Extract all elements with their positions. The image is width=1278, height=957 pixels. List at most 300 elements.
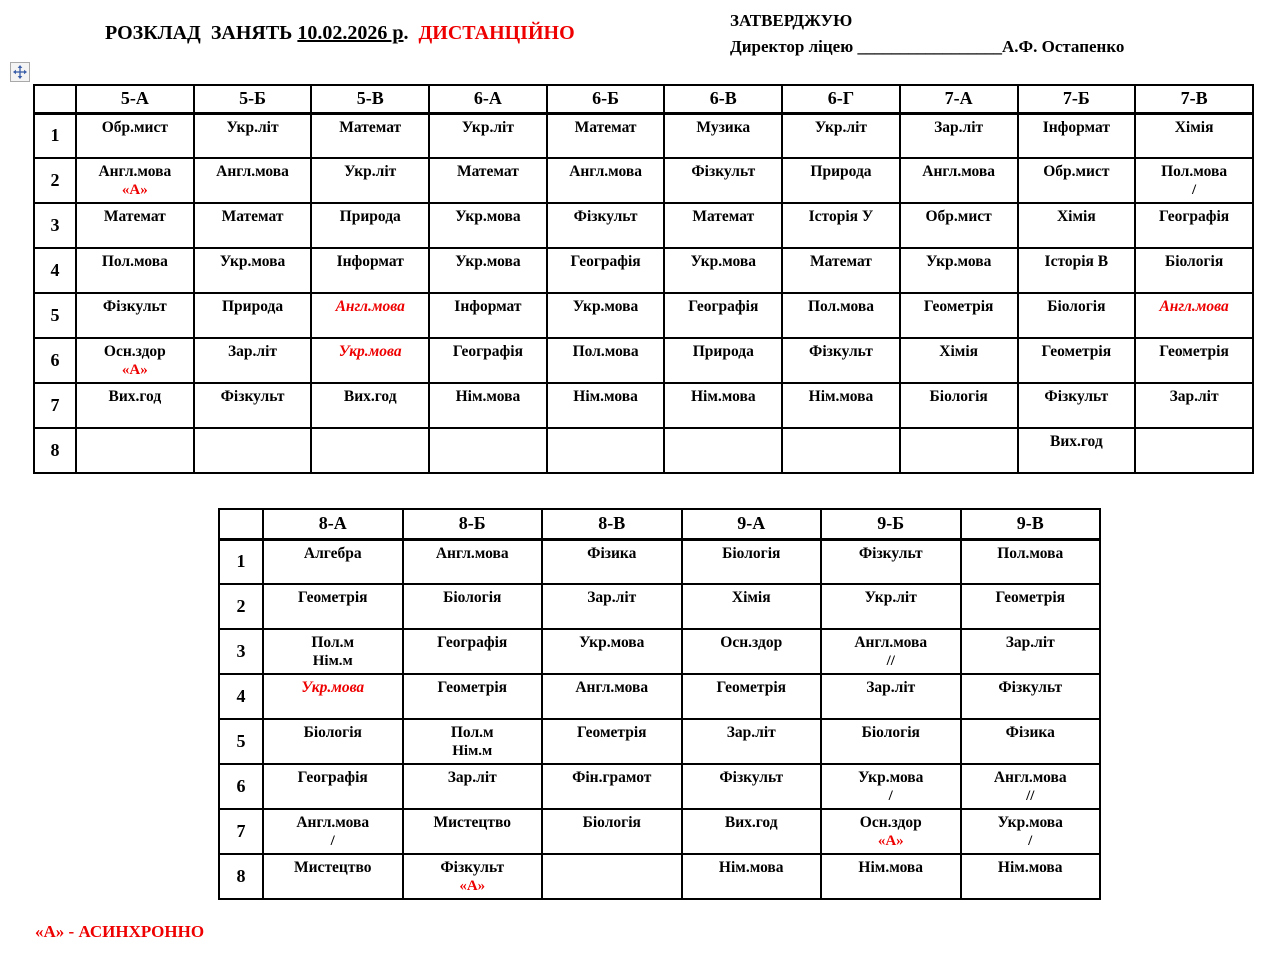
lesson-cell — [542, 719, 682, 764]
schedule-row — [219, 809, 1100, 854]
lesson-subject: Нім.мова — [718, 859, 784, 876]
lesson-cell — [821, 539, 961, 584]
signature-blank: _________________ — [857, 37, 1002, 56]
schedule-row — [34, 428, 1253, 473]
class-header: 6-Б — [547, 85, 665, 113]
lesson-cell — [542, 854, 682, 899]
period-number: 4 — [34, 248, 76, 293]
lesson-cell — [682, 764, 822, 809]
lesson-subject: Зар.літ — [587, 589, 637, 606]
class-header: 9-Б — [821, 509, 961, 539]
lesson-cell — [821, 764, 961, 809]
lesson-subject: Вих.год — [343, 388, 397, 405]
class-header: 7-В — [1135, 85, 1253, 113]
move-arrows-icon — [13, 65, 27, 79]
lesson-cell — [664, 113, 782, 158]
lesson-subject: Нім.мова — [997, 859, 1063, 876]
lesson-subject: Осн.здор — [859, 814, 922, 831]
lesson-subject: Укр.літ — [814, 118, 868, 136]
lesson-cell — [194, 203, 312, 248]
lesson-cell — [263, 584, 403, 629]
period-number: 2 — [219, 584, 263, 629]
lesson-subject: Географія — [452, 343, 523, 360]
lesson-cell — [311, 383, 429, 428]
lesson-cell — [900, 248, 1018, 293]
lesson-subject: Геометрія — [576, 724, 647, 741]
lesson-subject: Пол.м — [311, 634, 355, 651]
lesson-subject: Природа — [810, 163, 872, 180]
lesson-sub-line: Нім.м — [452, 743, 493, 759]
schedule-row — [34, 383, 1253, 428]
lesson-subject: Біологія — [1047, 298, 1106, 315]
lesson-cell — [900, 428, 1018, 473]
lesson-cell — [403, 584, 543, 629]
lesson-subject: Математ — [221, 208, 284, 225]
lesson-sub-line: / — [1192, 182, 1197, 198]
period-number: 6 — [219, 764, 263, 809]
lesson-subject: Вих.год — [724, 814, 778, 831]
lesson-cell — [682, 539, 822, 584]
lesson-cell — [664, 203, 782, 248]
lesson-subject: Англ.мова — [216, 163, 289, 180]
lesson-cell — [961, 809, 1101, 854]
class-header: 9-А — [682, 509, 822, 539]
lesson-cell — [542, 809, 682, 854]
lesson-subject: Біологія — [722, 544, 781, 562]
lesson-cell — [311, 113, 429, 158]
lesson-subject: Зар.літ — [1005, 634, 1055, 651]
schedule-row — [34, 158, 1253, 203]
lesson-subject: Обр.мист — [101, 118, 168, 136]
lesson-subject — [550, 430, 662, 432]
lesson-cell — [403, 764, 543, 809]
class-header: 5-Б — [194, 85, 312, 113]
lesson-cell — [429, 113, 547, 158]
title-date-period: . — [403, 22, 409, 44]
lesson-cell — [961, 854, 1101, 899]
lesson-subject — [79, 430, 191, 432]
lesson-cell — [821, 674, 961, 719]
lesson-subject: Укр.мова — [997, 814, 1063, 831]
schedule-table-grades-5-7 — [33, 84, 1254, 474]
lesson-cell — [961, 539, 1101, 584]
lesson-cell — [782, 338, 900, 383]
lesson-subject: Англ.мова — [296, 814, 370, 831]
asynchronous-marker: «А» — [121, 182, 148, 198]
lesson-cell — [782, 248, 900, 293]
lesson-cell — [1135, 248, 1253, 293]
lesson-subject: Укр.мова — [455, 208, 521, 225]
lesson-cell — [961, 629, 1101, 674]
schedule-row — [34, 248, 1253, 293]
lesson-cell — [403, 674, 543, 719]
lesson-subject: Укр.мова — [219, 253, 286, 270]
lesson-cell — [821, 854, 961, 899]
lesson-subject: Нім.мова — [573, 388, 638, 405]
lesson-subject: Мистецтво — [294, 859, 372, 876]
lesson-sub-line: Нім.м — [312, 653, 353, 669]
lesson-cell — [1135, 383, 1253, 428]
lesson-subject: Нім.мова — [858, 859, 924, 876]
lesson-cell — [547, 338, 665, 383]
lesson-subject: Зар.літ — [726, 724, 776, 741]
lesson-subject: Природа — [339, 208, 401, 225]
lesson-subject: Історія У — [808, 208, 874, 225]
lesson-cell — [664, 338, 782, 383]
lesson-subject: Математ — [574, 118, 637, 136]
lesson-subject: Нім.мова — [690, 388, 756, 405]
lesson-cell — [429, 338, 547, 383]
period-number: 6 — [34, 338, 76, 383]
director-name: А.Ф. Остапенко — [1001, 37, 1125, 56]
lesson-subject: Зар.літ — [1169, 388, 1219, 405]
lesson-subject: Пол.м — [450, 724, 494, 741]
schedule-row — [219, 674, 1100, 719]
lesson-cell — [1018, 293, 1136, 338]
lesson-cell — [547, 383, 665, 428]
approval-director-line — [730, 34, 1124, 60]
lesson-subject: Нім.мова — [808, 388, 874, 405]
asynchronous-marker: «А» — [121, 362, 148, 378]
lesson-subject: Геометрія — [1159, 343, 1229, 360]
lesson-cell — [194, 338, 312, 383]
lesson-cell — [76, 383, 194, 428]
lesson-sub-line: // — [1026, 788, 1035, 804]
lesson-subject: Англ.мова — [922, 163, 996, 180]
lesson-subject: Хімія — [939, 343, 979, 360]
schedule-row — [219, 719, 1100, 764]
lesson-subject: Осн.здор — [720, 634, 783, 651]
period-number: 3 — [34, 203, 76, 248]
corner-cell — [34, 85, 76, 113]
lesson-subject: Вих.год — [108, 388, 162, 405]
lesson-subject: Укр.мова — [455, 253, 521, 270]
lesson-cell — [542, 764, 682, 809]
lesson-subject — [903, 430, 1015, 432]
lesson-subject: Укр.мова — [338, 343, 402, 360]
schedule-table-grades-8-9 — [218, 508, 1101, 900]
corner-cell — [219, 509, 263, 539]
schedule-row — [34, 338, 1253, 383]
lesson-cell — [900, 293, 1018, 338]
lesson-subject: Математ — [692, 208, 755, 225]
lesson-subject: Хімія — [1174, 118, 1214, 136]
lesson-subject: Мистецтво — [433, 814, 511, 831]
asynchronous-marker: «А» — [877, 833, 904, 849]
title-distance-mode: ДИСТАНЦІЙНО — [418, 22, 575, 44]
lesson-subject: Англ.мова — [575, 679, 649, 696]
lesson-subject: Вих.год — [1049, 433, 1103, 450]
lesson-subject: Фізкульт — [691, 163, 756, 180]
lesson-cell — [821, 719, 961, 764]
lesson-subject: Географія — [437, 634, 508, 651]
lesson-subject — [667, 430, 779, 432]
lesson-subject: Математ — [103, 208, 166, 225]
lesson-cell — [1018, 248, 1136, 293]
lesson-subject: Укр.літ — [461, 118, 514, 136]
lesson-cell — [664, 293, 782, 338]
lesson-cell — [1135, 428, 1253, 473]
lesson-subject: Історія В — [1044, 253, 1109, 270]
lesson-cell — [76, 293, 194, 338]
class-header: 9-В — [961, 509, 1101, 539]
title-schedule: РОЗКЛАД ЗАНЯТЬ — [105, 22, 293, 44]
lesson-subject: Зар.літ — [228, 343, 278, 360]
lesson-cell — [782, 113, 900, 158]
lesson-subject: Укр.літ — [864, 589, 917, 606]
lesson-subject: Англ.мова — [335, 298, 405, 315]
lesson-subject — [314, 430, 426, 432]
schedule-row — [34, 203, 1253, 248]
lesson-subject: Природа — [221, 298, 284, 315]
lesson-subject: Географія — [570, 253, 641, 270]
lesson-subject: Фізика — [587, 544, 637, 562]
lesson-subject: Англ.мова — [435, 544, 509, 562]
class-header: 8-В — [542, 509, 682, 539]
lesson-cell — [682, 719, 822, 764]
lesson-cell — [900, 383, 1018, 428]
lesson-cell — [1135, 338, 1253, 383]
period-number: 2 — [34, 158, 76, 203]
lesson-cell — [682, 854, 822, 899]
lesson-subject: Укр.літ — [344, 163, 397, 180]
lesson-cell — [311, 203, 429, 248]
lesson-cell — [1135, 203, 1253, 248]
lesson-subject: Пол.мова — [997, 544, 1064, 562]
lesson-cell — [1018, 428, 1136, 473]
lesson-subject: Зар.літ — [866, 679, 916, 696]
approval-role: Директор ліцею — [730, 37, 854, 56]
lesson-cell — [194, 248, 312, 293]
lesson-subject: Осн.здор — [103, 343, 166, 360]
lesson-subject: Фін.грамот — [572, 769, 652, 786]
schedule-row — [34, 293, 1253, 338]
lesson-cell — [961, 584, 1101, 629]
lesson-subject: Укр.мова — [579, 634, 645, 651]
lesson-subject: Фізика — [1005, 724, 1055, 741]
lesson-subject: Біологія — [1164, 253, 1224, 270]
lesson-cell — [1018, 158, 1136, 203]
title-date: 10.02.2026 р — [297, 22, 404, 44]
lesson-cell — [547, 203, 665, 248]
lesson-subject — [1138, 430, 1250, 432]
lesson-cell — [76, 203, 194, 248]
lesson-subject: Фізкульт — [220, 388, 285, 405]
lesson-cell — [76, 113, 194, 158]
lesson-subject — [545, 856, 679, 858]
lesson-cell — [664, 428, 782, 473]
lesson-cell — [782, 428, 900, 473]
class-header: 7-Б — [1018, 85, 1136, 113]
lesson-cell — [194, 113, 312, 158]
lesson-cell — [403, 854, 543, 899]
period-number: 5 — [34, 293, 76, 338]
lesson-subject: Укр.мова — [858, 769, 924, 786]
lesson-cell — [194, 383, 312, 428]
lesson-cell — [76, 428, 194, 473]
lesson-sub-line: // — [886, 653, 895, 669]
table-move-handle-icon[interactable] — [10, 62, 30, 82]
lesson-cell — [782, 383, 900, 428]
lesson-subject: Алгебра — [303, 544, 362, 562]
class-header: 8-Б — [403, 509, 543, 539]
lesson-subject: Фізкульт — [809, 343, 873, 360]
lesson-cell — [664, 383, 782, 428]
lesson-cell — [547, 293, 665, 338]
lesson-cell — [664, 248, 782, 293]
lesson-subject: Математ — [456, 163, 519, 180]
lesson-subject — [432, 430, 544, 432]
lesson-subject: Обр.мист — [925, 208, 992, 225]
lesson-cell — [682, 809, 822, 854]
lesson-subject: Зар.літ — [934, 118, 984, 136]
lesson-subject: Нім.мова — [455, 388, 521, 405]
lesson-subject: Укр.мова — [572, 298, 639, 315]
period-number: 7 — [34, 383, 76, 428]
lesson-subject: Біологія — [443, 589, 502, 606]
lesson-subject: Біологія — [861, 724, 920, 741]
lesson-subject: Геометрія — [995, 589, 1066, 606]
lesson-cell — [429, 428, 547, 473]
lesson-cell — [1135, 158, 1253, 203]
period-number: 1 — [219, 539, 263, 584]
lesson-subject: Природа — [692, 343, 754, 360]
lesson-subject: Укр.мова — [690, 253, 756, 270]
lesson-subject: Геометрія — [1041, 343, 1112, 360]
lesson-cell — [263, 764, 403, 809]
lesson-cell — [542, 629, 682, 674]
lesson-cell — [900, 113, 1018, 158]
class-header: 6-А — [429, 85, 547, 113]
lesson-cell — [263, 809, 403, 854]
lesson-cell — [311, 428, 429, 473]
lesson-cell — [429, 158, 547, 203]
lesson-cell — [263, 854, 403, 899]
period-number: 7 — [219, 809, 263, 854]
period-number: 1 — [34, 113, 76, 158]
lesson-subject: Біологія — [303, 724, 362, 741]
lesson-subject: Музика — [696, 118, 751, 136]
lesson-subject: Математ — [339, 118, 402, 136]
class-header: 5-А — [76, 85, 194, 113]
class-header-row — [34, 85, 1253, 113]
lesson-subject: Інформат — [336, 253, 404, 270]
class-header: 8-А — [263, 509, 403, 539]
lesson-subject: Математ — [810, 253, 872, 270]
lesson-cell — [547, 428, 665, 473]
lesson-subject: Фізкульт — [858, 544, 923, 562]
lesson-cell — [542, 584, 682, 629]
class-header: 7-А — [900, 85, 1018, 113]
class-header: 6-В — [664, 85, 782, 113]
lesson-cell — [961, 674, 1101, 719]
lesson-cell — [1135, 113, 1253, 158]
lesson-subject: Укр.літ — [226, 118, 279, 136]
lesson-cell — [542, 674, 682, 719]
lesson-cell — [664, 158, 782, 203]
lesson-subject: Інформат — [1042, 118, 1110, 136]
page-title — [105, 22, 575, 45]
lesson-subject: Англ.мова — [98, 163, 172, 180]
lesson-subject: Біологія — [582, 814, 641, 831]
lesson-subject: Геометрія — [437, 679, 508, 696]
lesson-subject: Англ.мова — [993, 769, 1067, 786]
lesson-subject: Пол.мова — [572, 343, 639, 360]
lesson-cell — [1018, 383, 1136, 428]
lesson-cell — [821, 584, 961, 629]
schedule-row — [219, 584, 1100, 629]
lesson-cell — [76, 248, 194, 293]
lesson-subject: Географія — [688, 298, 759, 315]
lesson-subject: Фізкульт — [719, 769, 784, 786]
lesson-cell — [263, 674, 403, 719]
lesson-subject: Англ.мова — [1159, 298, 1229, 315]
lesson-cell — [900, 158, 1018, 203]
lesson-cell — [76, 158, 194, 203]
lesson-sub-line: / — [330, 833, 335, 849]
lesson-cell — [194, 158, 312, 203]
lesson-subject: Пол.мова — [1161, 163, 1228, 180]
lesson-subject: Англ.мова — [569, 163, 642, 180]
lesson-subject: Хімія — [1056, 208, 1096, 225]
class-header-row — [219, 509, 1100, 539]
lesson-subject: Геометрія — [297, 589, 368, 606]
approval-block — [730, 8, 1124, 60]
lesson-cell — [263, 719, 403, 764]
lesson-cell — [900, 338, 1018, 383]
period-number: 4 — [219, 674, 263, 719]
lesson-subject: Обр.мист — [1043, 163, 1110, 180]
lesson-cell — [76, 338, 194, 383]
lesson-subject: Пол.мова — [101, 253, 168, 270]
lesson-subject — [785, 430, 897, 432]
lesson-subject: Інформат — [454, 298, 522, 315]
lesson-subject: Фізкульт — [573, 208, 638, 225]
lesson-sub-line: / — [1028, 833, 1033, 849]
lesson-cell — [263, 629, 403, 674]
lesson-cell — [547, 113, 665, 158]
lesson-subject: Геометрія — [923, 298, 994, 315]
lesson-cell — [429, 248, 547, 293]
class-header: 5-В — [311, 85, 429, 113]
lesson-subject: Фізкульт — [440, 859, 505, 876]
lesson-subject: Географія — [297, 769, 368, 786]
lesson-subject: Пол.мова — [807, 298, 874, 315]
lesson-cell — [403, 539, 543, 584]
lesson-subject: Фізкульт — [102, 298, 167, 315]
lesson-cell — [821, 809, 961, 854]
approval-heading: ЗАТВЕРДЖУЮ — [730, 11, 853, 30]
schedule-row — [219, 764, 1100, 809]
lesson-cell — [1135, 293, 1253, 338]
lesson-cell — [403, 809, 543, 854]
asynchronous-marker: «А» — [459, 878, 486, 894]
lesson-cell — [547, 158, 665, 203]
period-number: 8 — [219, 854, 263, 899]
lesson-subject: Укр.мова — [925, 253, 992, 270]
lesson-cell — [311, 293, 429, 338]
lesson-cell — [682, 629, 822, 674]
lesson-cell — [263, 539, 403, 584]
lesson-cell — [961, 764, 1101, 809]
period-number: 8 — [34, 428, 76, 473]
lesson-cell — [429, 293, 547, 338]
lesson-cell — [429, 203, 547, 248]
lesson-subject — [197, 430, 309, 432]
lesson-cell — [782, 203, 900, 248]
lesson-cell — [547, 248, 665, 293]
lesson-cell — [311, 248, 429, 293]
